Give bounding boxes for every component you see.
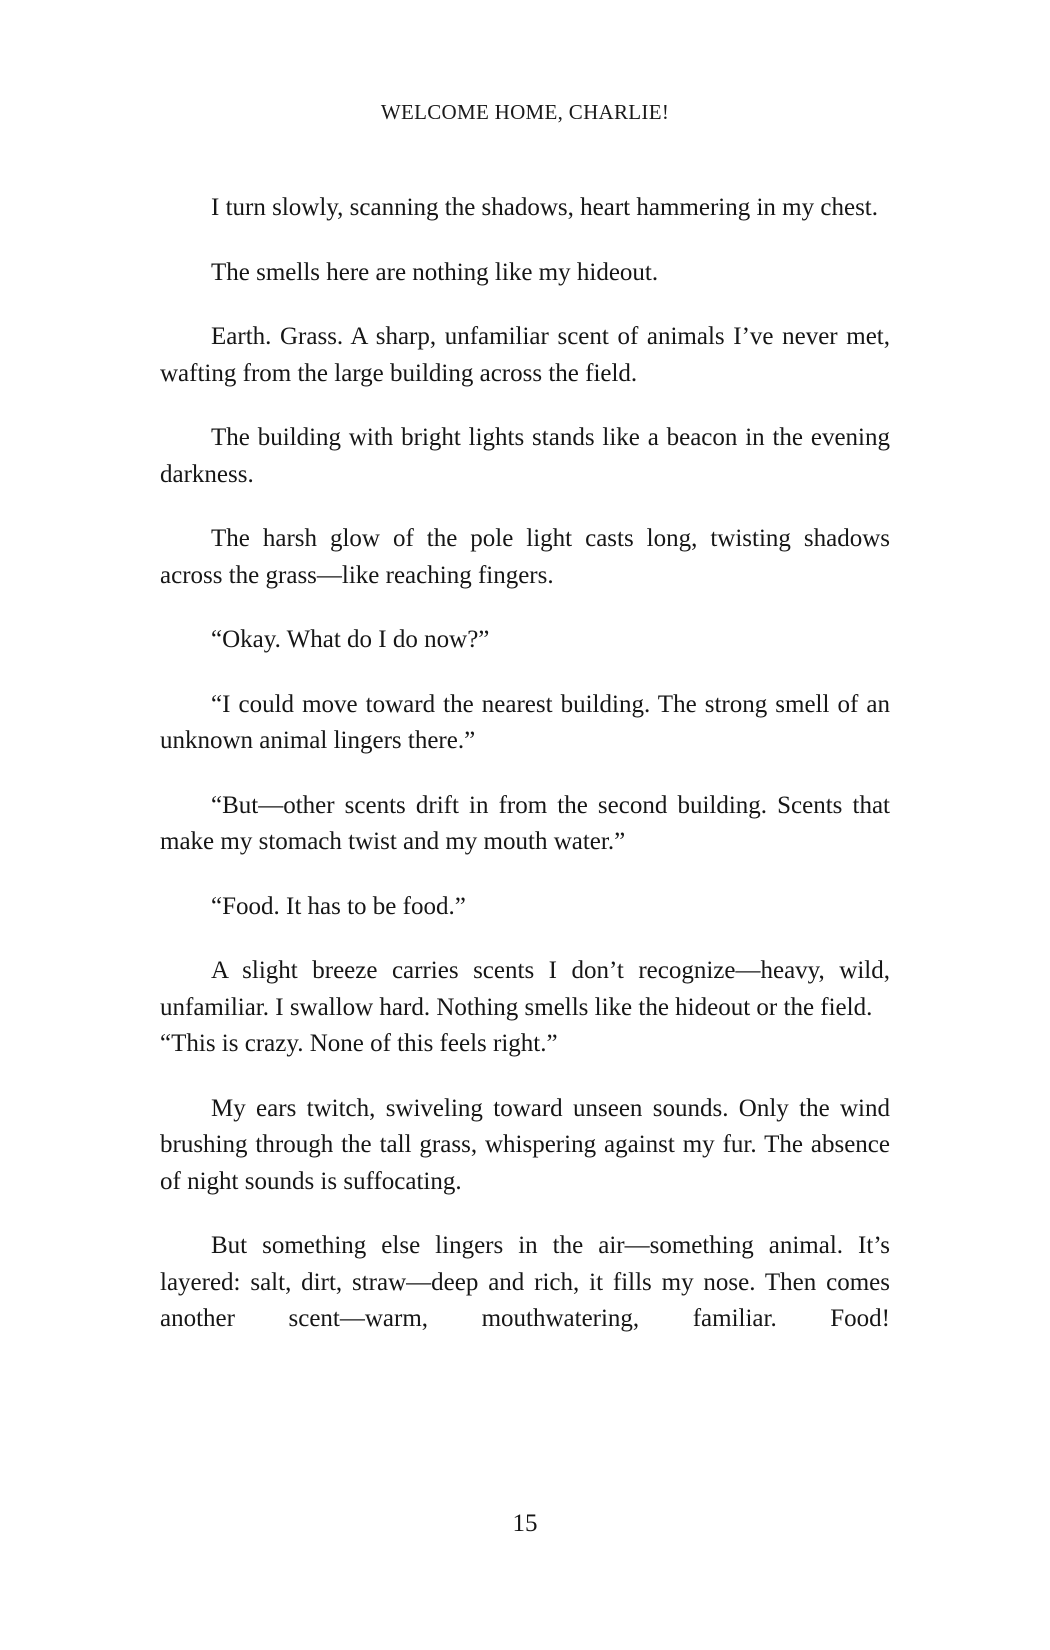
paragraph: The harsh glow of the pole light casts long, twisting shadows across the grass—like reaching fingers. — [160, 525, 890, 589]
page-number: 15 — [512, 1510, 538, 1537]
paragraph: A slight breeze carries scents I don’t recognize—heavy, wild, unfamiliar. I swallow hard. Nothing smells like the hideout or the field. — [160, 957, 890, 1021]
paragraph: I turn slowly, scanning the shadows, heart hammering in my chest. — [211, 194, 878, 221]
dialogue-paragraph: “Food. It has to be food.” — [211, 892, 466, 920]
paragraph: My ears twitch, swiveling toward unseen sounds. Only the wind brushing through the tall grass, whispering against my fur. The absence of night sounds is suffocating. — [160, 1094, 890, 1195]
dialogue-paragraph: “This is crazy. None of this feels right.” — [160, 1030, 558, 1057]
paragraph: But something else lingers in the air—something animal. It’s layered: salt, dirt, straw—deep and rich, it fills my nose. Then comes another scent—warm, mouthwatering, familiar. Food! — [160, 1232, 890, 1332]
dialogue-paragraph: “But—other scents drift in from the second building. Scents that make my stomach twist and my mouth water.” — [160, 791, 890, 855]
paragraph: The building with bright lights stands like a beacon in the evening darkness. — [160, 424, 890, 488]
dialogue-paragraph: “Okay. What do I do now?” — [211, 626, 490, 653]
running-header-title: WELCOME HOME, CHARLIE! — [380, 100, 670, 124]
body-text — [160, 190, 890, 1366]
dialogue-paragraph: “I could move toward the nearest building. The strong smell of an unknown animal lingers there.” — [160, 690, 890, 754]
paragraph: The smells here are nothing like my hideout. — [211, 258, 659, 286]
paragraph: Earth. Grass. A sharp, unfamiliar scent of animals I’ve never met, wafting from the large building across the field. — [160, 323, 890, 387]
